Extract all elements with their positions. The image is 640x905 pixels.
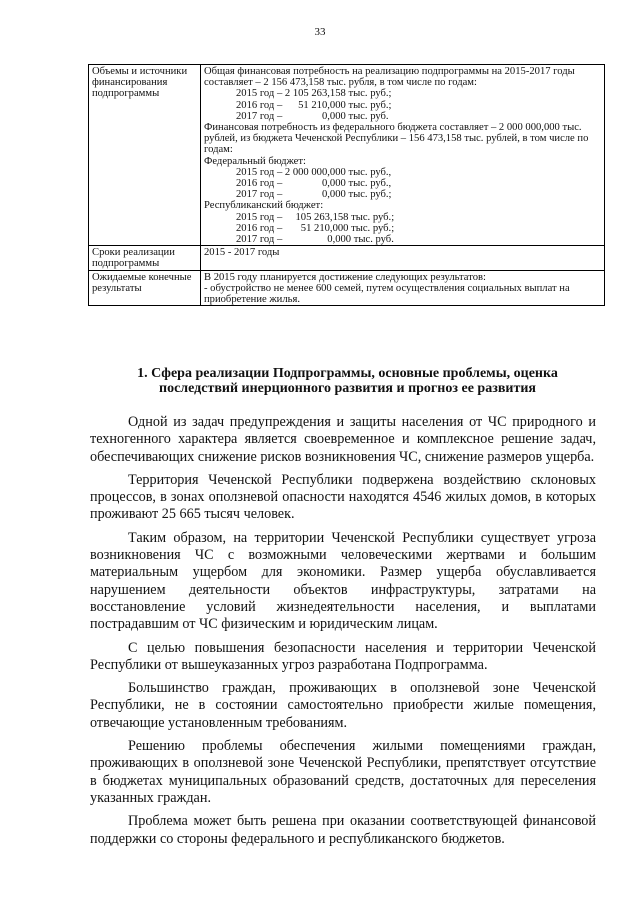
passport-value-line: - обустройство не менее 600 семей, путем осуществления социальных выплат на приобретение жилья. — [204, 282, 570, 306]
passport-value-line: 2016 год – 0,000 тыс. руб., — [236, 178, 392, 190]
body-paragraph: Проблема может быть решена при оказании соответствующей финансовой поддержки со стороны федерального и республиканского бюджетов. — [90, 813, 596, 847]
passport-value-line: 2015 год – 2 105 263,158 тыс. руб.; — [236, 88, 392, 100]
passport-row — [89, 270, 605, 306]
passport-table — [88, 64, 605, 306]
body-paragraph: Территория Чеченской Республики подвержена воздействию склоновых процессов, в зонах оползневой опасности находятся 4546 жилых домов, в которых проживают 25 665 тысяч человек. — [90, 471, 596, 523]
passport-value-line: 2015 - 2017 годы — [204, 247, 280, 259]
section-heading-line-1: 1. Сфера реализации Подпрограммы, основные проблемы, оценка — [137, 366, 558, 381]
body-paragraph: С целью повышения безопасности населения и территории Чеченской Республики от вышеуказанных угроз разработана Подпрограмма. — [90, 639, 596, 673]
passport-value-line: 2017 год – 0,000 тыс. руб. — [236, 234, 394, 246]
passport-value-line: Федеральный бюджет: — [204, 155, 306, 167]
body-text — [90, 414, 596, 854]
passport-table-body — [89, 65, 605, 306]
passport-value-line: Общая финансовая потребность на реализацию подпрограммы на 2015-2017 годы составляет – 2 156 473,158 тыс. рубля, в том числе по годам: — [204, 66, 575, 89]
passport-value-line: 2015 год – 2 000 000,000 тыс. руб., — [236, 166, 392, 178]
passport-value-line: 2015 год – 105 263,158 тыс. руб.; — [236, 211, 395, 223]
passport-row-value — [201, 270, 605, 306]
passport-row-label: Сроки реализации подпрограммы — [89, 246, 201, 270]
passport-value-line: Финансовая потребность из федерального бюджета составляет – 2 000 000,000 тыс. рублей, из бюджета Чеченской Республики – 156 473,158 тыс. рублей, в том числе по годам: — [204, 122, 589, 156]
body-paragraph: Одной из задач предупреждения и защиты населения от ЧС природного и техногенного характера является своевременное и комплексное решение задач, обеспечивающих снижение рисков возникновения ЧС, снижение размеров ущерба. — [90, 414, 596, 465]
passport-value-line: 2017 год – 0,000 тыс. руб.; — [236, 189, 392, 201]
section-heading-line-2: последствий инерционного развития и прогноз ее развития — [159, 381, 536, 396]
passport-value-line: Республиканский бюджет: — [204, 200, 324, 212]
page-number: 33 — [314, 26, 326, 38]
passport-row-label: Ожидаемые конечные результаты — [89, 270, 201, 306]
passport-row — [89, 65, 605, 246]
passport-row — [89, 246, 605, 270]
passport-value-line: В 2015 году планируется достижение следующих результатов: — [204, 271, 486, 283]
body-paragraph: Большинство граждан, проживающих в оползневой зоне Чеченской Республики, не в состоянии самостоятельно приобрести жилые помещения, отвечающие установленным требованиям. — [90, 680, 596, 731]
passport-row-label: Объемы и источники финансирования подпрограммы — [89, 65, 201, 246]
passport-value-line: 2016 год – 51 210,000 тыс. руб.; — [236, 222, 395, 234]
passport-row-value — [201, 246, 605, 270]
body-paragraph: Решению проблемы обеспечения жилыми помещениями граждан, проживающих в оползневой зоне Чеченской Республики, препятствует отсутствие в бюджетах муниципальных образований средств, достаточных для переселения указанных граждан. — [90, 738, 596, 806]
section-heading — [90, 366, 605, 396]
passport-row-value — [201, 65, 605, 246]
passport-value-line: 2016 год – 51 210,000 тыс. руб.; — [236, 99, 392, 111]
body-paragraph: Таким образом, на территории Чеченской Республики существует угроза возникновения ЧС с возможными человеческими жертвами и большим материальным ущербом для экономики. Размер ущерба обуславливается нарушением деятельности объектов инфраструктуры, затратами на восстановление условий жизнедеятельности населения, и выплатами пострадавшим от ЧС физическим и юридическим лицам. — [90, 529, 596, 633]
passport-value-line: 2017 год – 0,000 тыс. руб. — [236, 110, 389, 122]
